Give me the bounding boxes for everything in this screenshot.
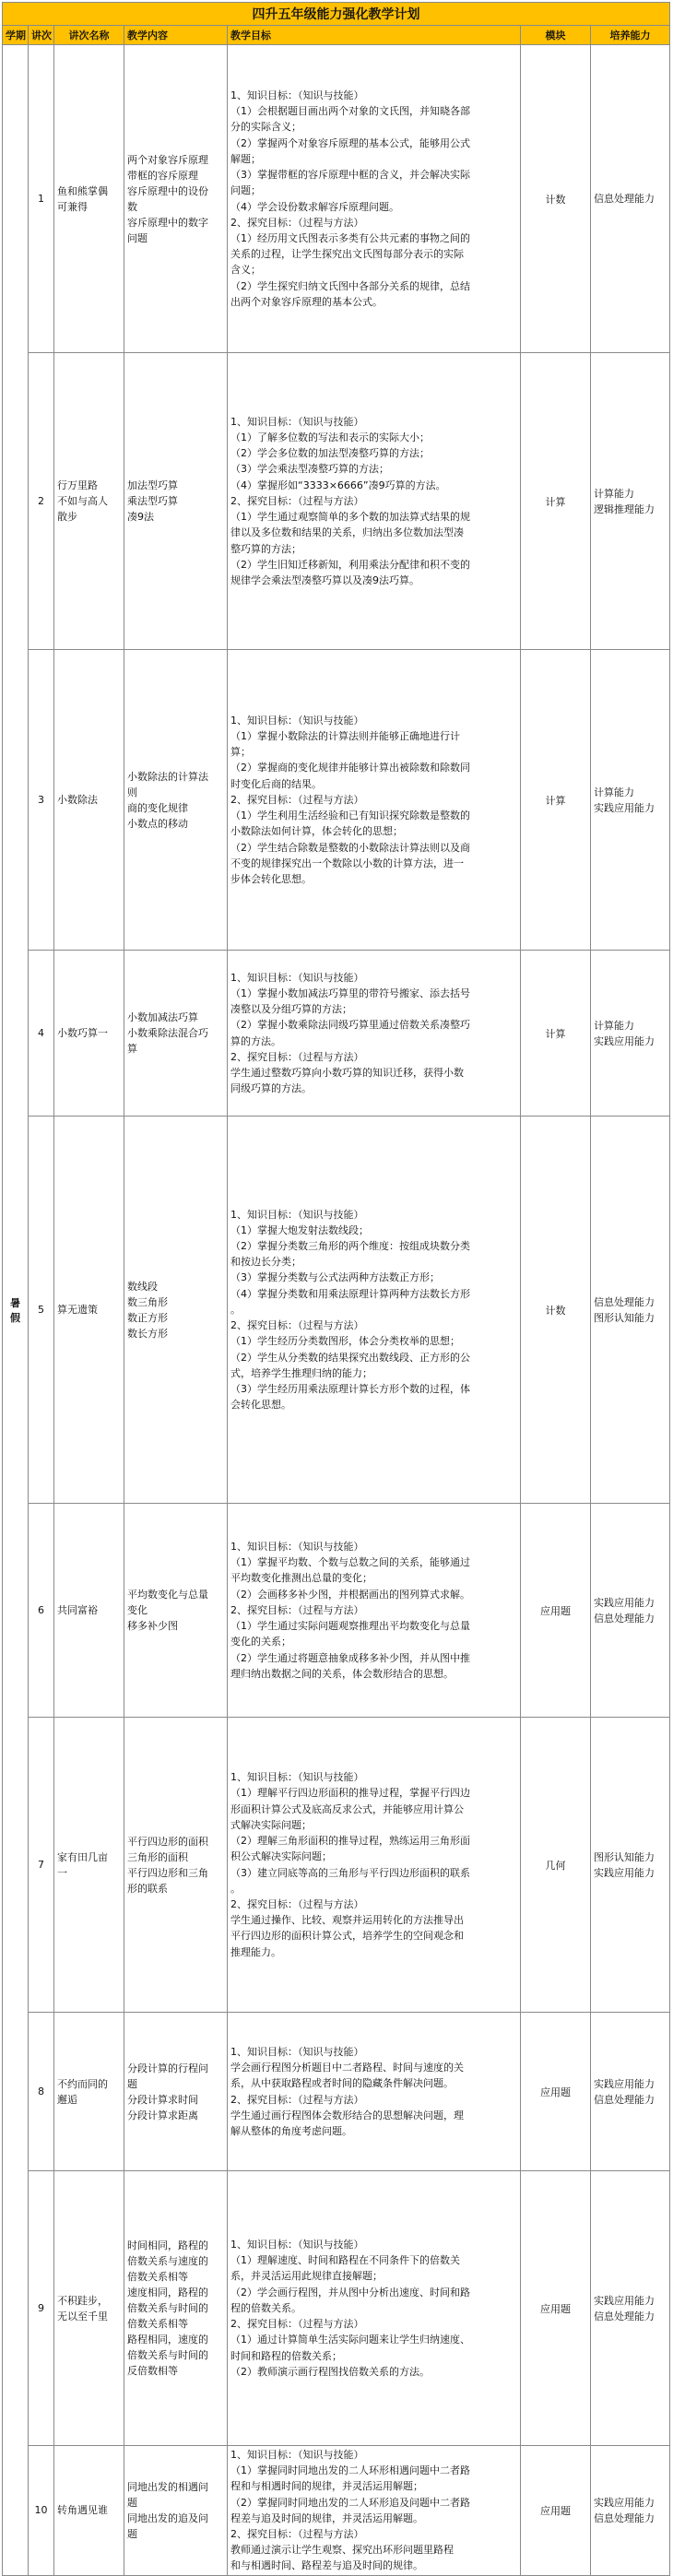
teaching-goals-line: （2）学会多位数的加法型凑整巧算的方法； bbox=[230, 447, 430, 460]
lesson-number: 1 bbox=[29, 45, 54, 353]
teaching-content-line: 移多补少图 bbox=[127, 1620, 178, 1632]
teaching-goals-line: （2）掌握小数乘除法同级巧算里通过倍数关系凑整巧 bbox=[230, 1019, 470, 1032]
teaching-content bbox=[124, 2446, 228, 2576]
lesson-number: 6 bbox=[29, 1504, 54, 1718]
ability bbox=[591, 2013, 670, 2171]
lesson-number: 2 bbox=[29, 353, 54, 650]
teaching-goals-line: 程差与追及时间的规律，并灵活运用解题。 bbox=[230, 2511, 423, 2524]
header-lesson-no: 讲次 bbox=[29, 26, 54, 45]
teaching-goals-line: 1、知识目标：（知识与技能） bbox=[230, 89, 364, 102]
teaching-content-line: 小数乘除法混合巧 bbox=[127, 1027, 208, 1039]
teaching-content-line: 小数加减法巧算 bbox=[127, 1011, 198, 1023]
teaching-content bbox=[124, 353, 228, 650]
teaching-goals-line: 会转化思想。 bbox=[230, 1399, 291, 1412]
teaching-goals-line: （4）掌握形如“3333×6666”凑9巧算的方法。 bbox=[230, 479, 446, 491]
table-row bbox=[3, 1718, 670, 2013]
teaching-goals-line: 不变的规律探究出一个数除以小数的计算方法，进一 bbox=[230, 857, 464, 869]
teaching-goals-line: 教师通过演示让学生观察、探究出环形问题里路程 bbox=[230, 2544, 454, 2557]
teaching-goals bbox=[228, 951, 521, 1117]
teaching-goals bbox=[228, 1718, 521, 2013]
lesson-number: 3 bbox=[29, 650, 54, 951]
ability bbox=[591, 353, 670, 650]
module-cell: 应用题 bbox=[521, 2171, 591, 2446]
teaching-content-line: 问题 bbox=[127, 231, 148, 244]
lesson-name bbox=[54, 951, 124, 1117]
ability bbox=[591, 2446, 670, 2576]
teaching-goals-line: 式，培养学生推理归纳的能力； bbox=[230, 1366, 372, 1379]
teaching-content-line: 分段计算的行程问 bbox=[127, 2062, 208, 2074]
lesson-name bbox=[54, 650, 124, 951]
teaching-goals-line: （1）学生通过实际问题观察推理出平均数变化与总量 bbox=[230, 1620, 470, 1633]
teaching-goals bbox=[228, 353, 521, 650]
teaching-goals-line: （2）学会画行程图，并从图中分析出速度、时间和路 bbox=[230, 2286, 470, 2298]
teaching-goals-line: 学生通过画行程图体会数形结合的思想解决问题，理 bbox=[230, 2109, 464, 2121]
plan-body bbox=[3, 45, 670, 2576]
teaching-content-line: 分段计算求距离 bbox=[127, 2109, 198, 2121]
teaching-content-line: 倍数关系与时间的 bbox=[127, 2302, 208, 2314]
teaching-goals-line: （1）掌握小数除法的计算法则并能够正确地进行计 bbox=[230, 730, 460, 743]
teaching-content bbox=[124, 951, 228, 1117]
teaching-goals-line: （1）经历用文氏图表示多类有公共元素的事物之间的 bbox=[230, 231, 470, 244]
lesson-name bbox=[54, 2013, 124, 2171]
ability-line: 计算能力 bbox=[594, 1019, 634, 1032]
header-ability: 培养能力 bbox=[591, 26, 670, 45]
teaching-goals-line: 律以及多位数和结果的关系，归纳出多位数加法型凑 bbox=[230, 526, 464, 539]
teaching-goals-line: 1、知识目标：（知识与技能） bbox=[230, 415, 364, 428]
lesson-number: 8 bbox=[29, 2013, 54, 2171]
teaching-content-line: 时间相同，路程的 bbox=[127, 2239, 208, 2251]
teaching-content-line: 两个对象容斥原理 bbox=[127, 153, 208, 166]
teaching-goals-line: （1）掌握小数加减法巧算里的带符号搬家、添去括号 bbox=[230, 987, 470, 999]
ability bbox=[591, 1504, 670, 1718]
teaching-goals-line: 时间和路程的倍数关系； bbox=[230, 2349, 342, 2362]
lesson-name-line: 可兼得 bbox=[57, 200, 88, 213]
teaching-goals-line: 算的方法。 bbox=[230, 1034, 281, 1047]
teaching-content-line: 题 bbox=[127, 2077, 137, 2090]
table-row bbox=[3, 353, 670, 650]
teaching-goals-line: 学会画行程图分析题目中二者路程、时间与速度的关 bbox=[230, 2062, 464, 2074]
teaching-goals-line: 形面积计算公式及底高反求公式，并能够应用计算公 bbox=[230, 1802, 464, 1815]
teaching-goals-line: 变化的关系； bbox=[230, 1636, 291, 1648]
teaching-goals-line: （1）了解多位数的写法和表示的实际大小； bbox=[230, 431, 430, 444]
lesson-name bbox=[54, 353, 124, 650]
ability-line: 信息处理能力 bbox=[594, 193, 655, 205]
teaching-content-line: 倍数关系与时间的 bbox=[127, 2349, 208, 2361]
ability bbox=[591, 45, 670, 353]
teaching-content-line: 题 bbox=[127, 2496, 137, 2509]
teaching-content-line: 分段计算求时间 bbox=[127, 2093, 198, 2106]
teaching-goals-line: （1）会根据题目画出两个对象的文氏图，并知晓各部 bbox=[230, 105, 470, 118]
ability-line: 实践应用能力 bbox=[594, 1596, 655, 1609]
lesson-name-line: 一 bbox=[57, 1866, 67, 1879]
ability-line: 图形认知能力 bbox=[594, 1850, 655, 1863]
teaching-content-line: 速度相同，路程的 bbox=[127, 2286, 208, 2298]
module-cell: 计数 bbox=[521, 45, 591, 353]
teaching-content bbox=[124, 1504, 228, 1718]
teaching-goals-line: 理归纳出数据之间的关系，体会数形结合的思想。 bbox=[230, 1667, 454, 1680]
teaching-goals-line: （3）学会乘法型凑整巧算的方法； bbox=[230, 463, 389, 476]
teaching-content bbox=[124, 2171, 228, 2446]
module-cell: 应用题 bbox=[521, 1504, 591, 1718]
teaching-goals-line: 系，并灵活运用此规律直接解题； bbox=[230, 2270, 383, 2283]
teaching-goals-line: 含义； bbox=[230, 264, 261, 277]
teaching-content-line: 则 bbox=[127, 786, 137, 798]
module-cell: 应用题 bbox=[521, 2446, 591, 2576]
teaching-content bbox=[124, 1117, 228, 1504]
teaching-goals-line: 1、知识目标：（知识与技能） bbox=[230, 714, 364, 727]
lesson-number: 7 bbox=[29, 1718, 54, 2013]
teaching-goals-line: 积公式解决实际问题； bbox=[230, 1850, 332, 1863]
teaching-content-line: 数三角形 bbox=[127, 1295, 168, 1308]
teaching-content-line: 反倍数相等 bbox=[127, 2365, 178, 2377]
teaching-content-line: 算 bbox=[127, 1043, 137, 1055]
lesson-name bbox=[54, 1718, 124, 2013]
sheet-title: 四升五年级能力强化教学计划 bbox=[3, 3, 670, 26]
teaching-goals-line: （2）掌握两个对象容斥原理的基本公式，能够用公式 bbox=[230, 136, 470, 149]
header-lesson-name: 讲次名称 bbox=[54, 26, 124, 45]
table-row bbox=[3, 1117, 670, 1504]
teaching-goals-line: 。 bbox=[230, 1303, 241, 1316]
table-row bbox=[3, 2171, 670, 2446]
teaching-content-line: 商的变化规律 bbox=[127, 801, 188, 814]
teaching-content bbox=[124, 650, 228, 951]
teaching-goals bbox=[228, 650, 521, 951]
lesson-number: 4 bbox=[29, 951, 54, 1117]
teaching-content-line: 三角形的面积 bbox=[127, 1850, 188, 1863]
module-cell: 几何 bbox=[521, 1718, 591, 2013]
teaching-goals-line: （4）掌握分类数和用乘法原理计算两种方法数长方形 bbox=[230, 1287, 470, 1300]
teaching-goals-line: 1、知识目标：（知识与技能） bbox=[230, 1208, 364, 1221]
term-cell: 暑假 bbox=[3, 45, 29, 2576]
teaching-goals-line: 1、知识目标：（知识与技能） bbox=[230, 2239, 364, 2251]
teaching-goals-line: （2）学生探究归纳文氏图中各部分关系的规律，总结 bbox=[230, 279, 470, 292]
teaching-goals-line: 学生通过操作、比较、观察并运用转化的方法推导出 bbox=[230, 1914, 464, 1927]
lesson-number: 10 bbox=[29, 2446, 54, 2576]
teaching-goals-line: （2）学生旧知迁移新知，利用乘法分配律和积不变的 bbox=[230, 558, 470, 571]
teaching-content-line: 数线段 bbox=[127, 1280, 158, 1293]
ability-line: 实践应用能力 bbox=[594, 801, 655, 814]
table-row bbox=[3, 45, 670, 353]
teaching-content-line: 倍数关系与速度的 bbox=[127, 2255, 208, 2267]
teaching-goals-line: （3）掌握带框的容斥原理中框的含义，并会解决实际 bbox=[230, 169, 470, 182]
teaching-content-line: 带框的容斥原理 bbox=[127, 169, 198, 182]
teaching-goals-line: 1、知识目标：（知识与技能） bbox=[230, 2449, 364, 2461]
teaching-goals-line: 小数除法如何计算，体会转化的思想； bbox=[230, 825, 403, 838]
lesson-name-line: 不积跬步， bbox=[57, 2294, 108, 2307]
teaching-goals-line: （2）学生结合除数是整数的小数除法计算法则以及商 bbox=[230, 841, 470, 854]
teaching-goals-line: 2、探究目标：（过程与方法） bbox=[230, 2093, 364, 2106]
teaching-goals-line: 关系的过程，让学生探究出文氏图每部分表示的实际 bbox=[230, 248, 464, 261]
ability-line: 信息处理能力 bbox=[594, 1612, 655, 1625]
ability-line: 逻辑推理能力 bbox=[594, 502, 655, 515]
teaching-goals-line: 2、探究目标：（过程与方法） bbox=[230, 494, 364, 507]
teaching-goals-line: （4）学会设份数求解容斥原理问题。 bbox=[230, 200, 399, 213]
teaching-content-line: 题 bbox=[127, 2527, 137, 2540]
ability-line: 计算能力 bbox=[594, 786, 634, 798]
lesson-name-line: 小数巧算一 bbox=[57, 1027, 108, 1039]
teaching-goals-line: 2、探究目标：（过程与方法） bbox=[230, 793, 364, 806]
teaching-plan-table bbox=[2, 2, 670, 2576]
module-cell: 计算 bbox=[521, 650, 591, 951]
lesson-name-line: 邂逅 bbox=[57, 2093, 77, 2106]
teaching-goals-line: 程和与相遇时间的规律，并灵活运用解题； bbox=[230, 2480, 423, 2493]
teaching-goals-line: 规律学会乘法型凑整巧算以及凑9法巧算。 bbox=[230, 573, 419, 586]
header-content: 教学内容 bbox=[124, 26, 228, 45]
teaching-goals-line: 1、知识目标：（知识与技能） bbox=[230, 1541, 364, 1554]
module-cell: 计算 bbox=[521, 951, 591, 1117]
header-row bbox=[3, 26, 670, 45]
teaching-goals-line: （2）教师演示画行程图找倍数关系的方法。 bbox=[230, 2365, 430, 2378]
teaching-goals-line: 时变化后商的结果。 bbox=[230, 777, 322, 790]
teaching-goals-line: （1）学生通过观察简单的多个数的加法算式结果的规 bbox=[230, 511, 470, 524]
ability-line: 实践应用能力 bbox=[594, 2294, 655, 2307]
teaching-goals-line: 程的倍数关系。 bbox=[230, 2301, 301, 2314]
lesson-name-line: 不如与高人 bbox=[57, 495, 108, 507]
teaching-goals-line: 分的实际含义； bbox=[230, 121, 301, 134]
lesson-name-line: 无以至千里 bbox=[57, 2310, 108, 2322]
teaching-content-line: 形的联系 bbox=[127, 1882, 168, 1895]
ability-line: 图形认知能力 bbox=[594, 1311, 655, 1324]
ability-line: 实践应用能力 bbox=[594, 1034, 655, 1047]
teaching-goals-line: 整巧算的方法； bbox=[230, 542, 301, 555]
table-row bbox=[3, 951, 670, 1117]
table-row bbox=[3, 650, 670, 951]
teaching-goals-line: （3）学生经历用乘法原理计算长方形个数的过程，体 bbox=[230, 1382, 470, 1395]
teaching-goals-line: 1、知识目标：（知识与技能） bbox=[230, 971, 364, 984]
teaching-goals-line: 解从整体的角度考虑问题。 bbox=[230, 2124, 352, 2137]
teaching-goals-line: （2）学生通过将题意抽象成移多补少图，并从图中推 bbox=[230, 1651, 470, 1664]
teaching-content-line: 同地出发的相遇问 bbox=[127, 2480, 208, 2493]
teaching-goals-line: 2、探究目标：（过程与方法） bbox=[230, 1603, 364, 1616]
teaching-content bbox=[124, 1718, 228, 2013]
table-row bbox=[3, 2446, 670, 2576]
teaching-content-line: 加法型巧算 bbox=[127, 479, 178, 491]
teaching-goals-line: 系，从中获取路程或者时间的隐藏条件解决问题。 bbox=[230, 2077, 454, 2090]
teaching-content bbox=[124, 2013, 228, 2171]
teaching-goals-line: （1）掌握同时同地出发的二人环形相遇问题中二者路 bbox=[230, 2464, 470, 2477]
teaching-content-line: 平行四边形和三角 bbox=[127, 1866, 208, 1879]
ability-line: 计算能力 bbox=[594, 487, 634, 500]
teaching-goals-line: 出两个对象容斥原理的基本公式。 bbox=[230, 295, 383, 308]
lesson-number: 9 bbox=[29, 2171, 54, 2446]
lesson-name-line: 行万里路 bbox=[57, 479, 98, 491]
teaching-goals-line: （3）建立同底等高的三角形与平行四边形面积的联系 bbox=[230, 1866, 470, 1879]
ability bbox=[591, 650, 670, 951]
teaching-goals-line: 凑整以及分组巧算的方法； bbox=[230, 1003, 352, 1016]
teaching-goals-line: 。 bbox=[230, 1882, 241, 1895]
ability-line: 信息处理能力 bbox=[594, 2310, 655, 2322]
lesson-number: 5 bbox=[29, 1117, 54, 1504]
teaching-goals-line: 平均数变化推测出总量的变化； bbox=[230, 1572, 372, 1585]
table-row bbox=[3, 1504, 670, 1718]
teaching-goals-line: 1、知识目标：（知识与技能） bbox=[230, 1771, 364, 1784]
teaching-goals-line: （1）掌握大炮发射法数线段； bbox=[230, 1223, 369, 1236]
teaching-content-line: 变化 bbox=[127, 1604, 148, 1616]
table-row bbox=[3, 2013, 670, 2171]
lesson-name-line: 家有田几亩 bbox=[57, 1850, 108, 1863]
teaching-goals-line: 1、知识目标：（知识与技能） bbox=[230, 2045, 364, 2058]
ability-line: 实践应用能力 bbox=[594, 2496, 655, 2509]
teaching-goals-line: 算； bbox=[230, 746, 251, 759]
lesson-name-line: 散步 bbox=[57, 511, 77, 523]
teaching-content bbox=[124, 45, 228, 353]
teaching-goals-line: （1）学生经历分类数图形，体会分类枚举的思想； bbox=[230, 1335, 460, 1348]
ability bbox=[591, 1718, 670, 2013]
teaching-goals-line: 平行四边形的面积计算公式，培养学生的空间观念和 bbox=[230, 1930, 464, 1943]
lesson-name-line: 不约而同的 bbox=[57, 2077, 108, 2090]
teaching-goals-line: 2、探究目标：（过程与方法） bbox=[230, 2318, 364, 2331]
teaching-content-line: 小数点的移动 bbox=[127, 817, 188, 830]
lesson-name-line: 小数除法 bbox=[57, 794, 98, 806]
lesson-name bbox=[54, 2446, 124, 2576]
teaching-goals-line: （1）理解平行四边形面积的推导过程，掌握平行四边 bbox=[230, 1787, 470, 1800]
teaching-goals-line: （1）通过计算简单生活实际问题来让学生归纳速度、 bbox=[230, 2334, 470, 2346]
lesson-name-line: 共同富裕 bbox=[57, 1604, 98, 1616]
lesson-name bbox=[54, 2171, 124, 2446]
ability-line: 信息处理能力 bbox=[594, 1295, 655, 1308]
teaching-content-line: 路程相同，速度的 bbox=[127, 2334, 208, 2346]
teaching-content-line: 平均数变化与总量 bbox=[127, 1589, 208, 1601]
teaching-goals-line: 2、探究目标：（过程与方法） bbox=[230, 1897, 364, 1910]
teaching-goals bbox=[228, 2013, 521, 2171]
teaching-goals-line: 2、探究目标：（过程与方法） bbox=[230, 216, 364, 229]
lesson-name-line: 鱼和熊掌偶 bbox=[57, 184, 108, 197]
teaching-goals bbox=[228, 2171, 521, 2446]
teaching-goals-line: （2）掌握分类数三角形的两个维度：按组成块数分类 bbox=[230, 1240, 470, 1253]
teaching-goals-line: 推理能力。 bbox=[230, 1945, 281, 1958]
teaching-goals-line: （3）掌握分类数与公式法两种方法数正方形； bbox=[230, 1271, 440, 1284]
teaching-goals-line: （1）理解速度、时间和路程在不同条件下的倍数关 bbox=[230, 2254, 460, 2267]
teaching-content-line: 同地出发的追及问 bbox=[127, 2511, 208, 2524]
teaching-goals-line: （2）会画移多补少图，并根据画出的图列算式求解。 bbox=[230, 1588, 470, 1601]
teaching-goals-line: （2）掌握同时同地出发的二人环形追及问题中二者路 bbox=[230, 2496, 470, 2509]
teaching-goals-line: 和按边长分类； bbox=[230, 1256, 301, 1269]
ability-line: 信息处理能力 bbox=[594, 2093, 655, 2106]
ability-line: 实践应用能力 bbox=[594, 2077, 655, 2090]
teaching-goals bbox=[228, 1504, 521, 1718]
teaching-content-line: 凑9法 bbox=[127, 511, 154, 523]
teaching-goals-line: （1）掌握平均数、个数与总数之间的关系，能够通过 bbox=[230, 1556, 470, 1569]
teaching-content-line: 容斥原理中的数字 bbox=[127, 216, 208, 229]
lesson-name bbox=[54, 1504, 124, 1718]
lesson-name bbox=[54, 1117, 124, 1504]
teaching-goals-line: 式解决实际问题； bbox=[230, 1818, 312, 1831]
teaching-content-line: 数 bbox=[127, 200, 137, 213]
header-module: 模块 bbox=[521, 26, 591, 45]
ability bbox=[591, 1117, 670, 1504]
teaching-goals-line: 2、探究目标：（过程与方法） bbox=[230, 1319, 364, 1332]
teaching-goals-line: （2）学生从分类数的结果探究出数线段、正方形的公 bbox=[230, 1351, 470, 1364]
teaching-goals-line: （2）掌握商的变化规律并能够计算出被除数和除数同 bbox=[230, 762, 470, 774]
ability-line: 实践应用能力 bbox=[594, 1866, 655, 1879]
teaching-content-line: 倍数关系相等 bbox=[127, 2318, 188, 2330]
teaching-goals-line: （1）学生利用生活经验和已有知识探究除数是整数的 bbox=[230, 809, 470, 822]
teaching-goals bbox=[228, 45, 521, 353]
module-cell: 应用题 bbox=[521, 2013, 591, 2171]
teaching-content-line: 乘法型巧算 bbox=[127, 495, 178, 507]
lesson-name-line: 转角遇见谁 bbox=[57, 2504, 108, 2517]
teaching-goals-line: 2、探究目标：（过程与方法） bbox=[230, 2528, 364, 2541]
teaching-goals-line: 同级巧算的方法。 bbox=[230, 1082, 312, 1095]
header-goals: 教学目标 bbox=[228, 26, 521, 45]
teaching-goals bbox=[228, 1117, 521, 1504]
teaching-goals-line: （2）理解三角形面积的推导过程，熟练运用三角形面 bbox=[230, 1835, 470, 1848]
ability bbox=[591, 951, 670, 1117]
ability-line: 信息处理能力 bbox=[594, 2511, 655, 2524]
lesson-name bbox=[54, 45, 124, 353]
teaching-content-line: 倍数关系相等 bbox=[127, 2271, 188, 2283]
ability bbox=[591, 2171, 670, 2446]
teaching-goals-line: 学生通过整数巧算向小数巧算的知识迁移，获得小数 bbox=[230, 1066, 464, 1079]
teaching-goals-line: 和与相遇时间、路程差与追及时间的规律。 bbox=[230, 2559, 423, 2572]
lesson-name-line: 算无遗策 bbox=[57, 1304, 98, 1316]
teaching-goals-line: 解题； bbox=[230, 152, 261, 165]
teaching-goals-line: 步体会转化思想。 bbox=[230, 872, 312, 885]
teaching-goals bbox=[228, 2446, 521, 2576]
module-cell: 计算 bbox=[521, 353, 591, 650]
teaching-content-line: 平行四边形的面积 bbox=[127, 1835, 208, 1848]
teaching-content-line: 容斥原理中的设份 bbox=[127, 184, 208, 197]
teaching-goals-line: 2、探究目标：（过程与方法） bbox=[230, 1050, 364, 1063]
teaching-goals-line: 问题； bbox=[230, 184, 261, 197]
teaching-content-line: 数长方形 bbox=[127, 1327, 168, 1340]
module-cell: 计数 bbox=[521, 1117, 591, 1504]
header-term: 学期 bbox=[3, 26, 29, 45]
teaching-content-line: 小数除法的计算法 bbox=[127, 770, 208, 783]
teaching-content-line: 数正方形 bbox=[127, 1311, 168, 1324]
